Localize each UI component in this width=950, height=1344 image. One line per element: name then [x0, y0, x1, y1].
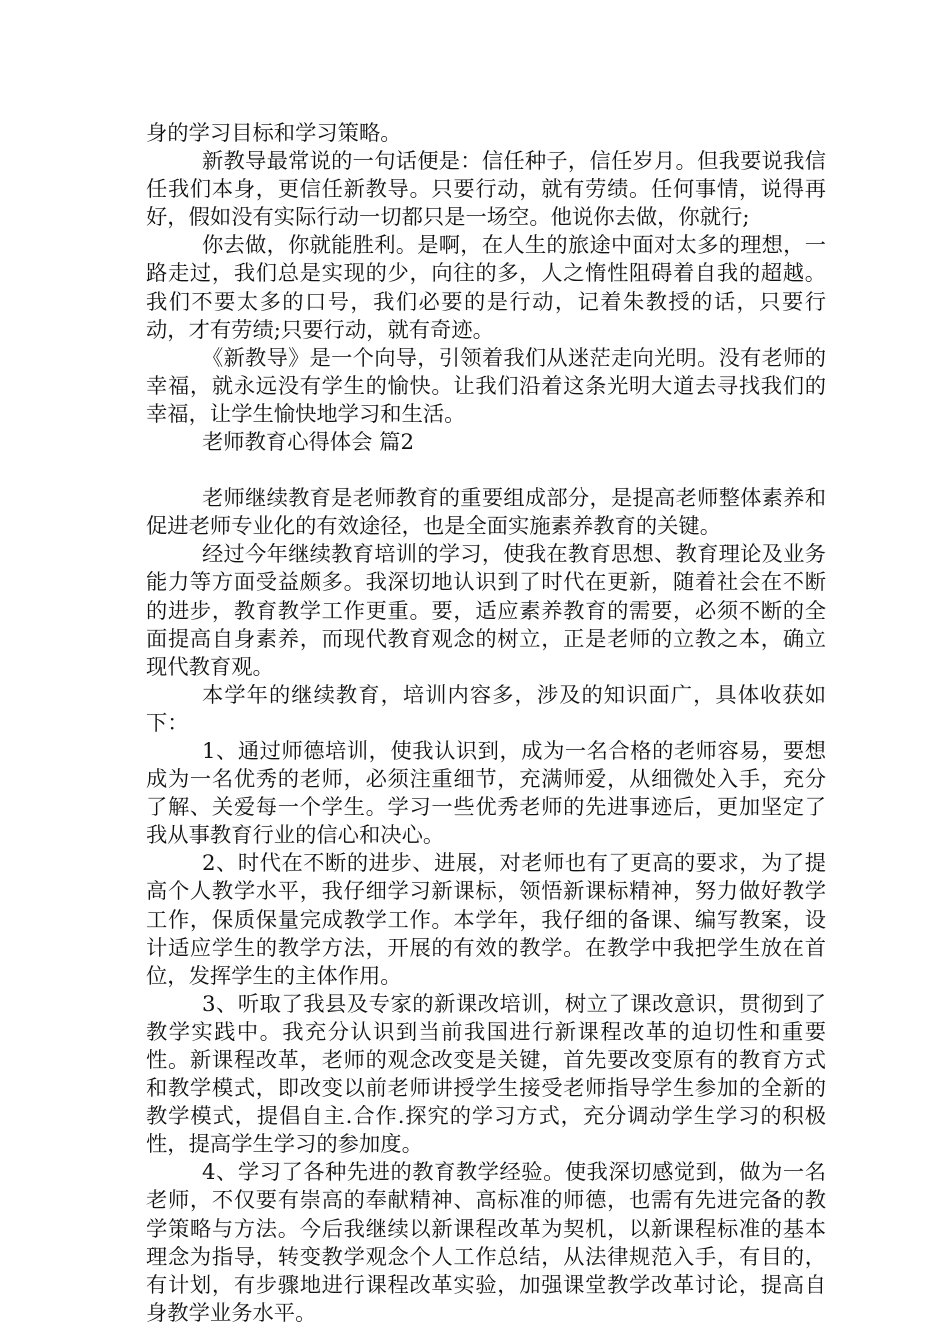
blank-line [146, 457, 826, 485]
paragraph: 本学年的继续教育，培训内容多，涉及的知识面广，具体收获如下： [146, 682, 826, 736]
section-heading: 老师教育心得体会 篇2 [202, 430, 414, 456]
paragraph: 经过今年继续教育培训的学习，使我在教育思想、教育理论及业务能力等方面受益颇多。我深切地认识到了时代在更新，随着社会在不断的进步，教育教学工作更重。要，适应素养教育的需要，必须不断的全面提高自身素养，而现代教育观念的树立，正是老师的立教之本，确立现代教育观。 [146, 542, 826, 680]
list-item: 3、听取了我县及专家的新课改培训，树立了课改意识，贯彻到了教学实践中。我充分认识到当前我国进行新课程改革的迫切性和重要性。新课程改革，老师的观念改变是关键，首先要改变原有的教育方式和教学模式，即改变以前老师讲授学生接受老师指导学生参加的全新的教学模式，提倡自主.合作.探究的学习方式，充分调动学生学习的积极性，提高学生学习的参加度。 [146, 991, 826, 1158]
paragraph-continued: 身的学习目标和学习策略。 [146, 121, 402, 146]
list-item: 4、学习了各种先进的教育教学经验。使我深切感觉到，做为一名老师，不仅要有崇高的奉献精神、高标准的师德，也需有先进完备的教学策略与方法。今后我继续以新课程改革为契机，以新课程标准的基本理念为指导，转变教学观念个人工作总结，从法律规范入手，有目的，有计划，有步骤地进行课程改革实验，加强课堂教学改革讨论，提高自身教学业务水平。 [146, 1160, 826, 1326]
list-item: 2、时代在不断的进步、进展，对老师也有了更高的要求，为了提高个人教学水平，我仔细学习新课标，领悟新课标精神，努力做好教学工作，保质保量完成教学工作。本学年，我仔细的备课、编写教案，设计适应学生的教学方法，开展的有效的教学。在教学中我把学生放在首位，发挥学生的主体作用。 [146, 851, 826, 989]
paragraph: 新教导最常说的一句话便是：信任种子，信任岁月。但我要说我信任我们本身，更信任新教导。只要行动，就有劳绩。任何事情，说得再好，假如没有实际行动一切都只是一场空。他说你去做，你就行; [146, 149, 826, 231]
list-item: 1、通过师德培训，使我认识到，成为一名合格的老师容易，要想成为一名优秀的老师，必须注重细节，充满师爱，从细微处入手，充分了解、关爱每一个学生。学习一些优秀老师的先进事迹后，更加坚定了我从事教育行业的信心和决心。 [146, 738, 826, 849]
paragraph: 老师继续教育是老师教育的重要组成部分，是提高老师整体素养和促进老师专业化的有效途径，也是全面实施素养教育的关键。 [146, 486, 826, 540]
paragraph: 《新教导》是一个向导，引领着我们从迷茫走向光明。没有老师的幸福，就永远没有学生的愉快。让我们沿着这条光明大道去寻找我们的幸福，让学生愉快地学习和生活。 [146, 345, 826, 427]
paragraph: 你去做，你就能胜利。是啊，在人生的旅途中面对太多的理想，一路走过，我们总是实现的少，向往的多，人之惰性阻碍着自我的超越。我们不要太多的口号，我们必要的是行动，记着朱教授的话，只要行动，才有劳绩;只要行动，就有奇迹。 [146, 233, 826, 343]
document-page [146, 120, 826, 1328]
